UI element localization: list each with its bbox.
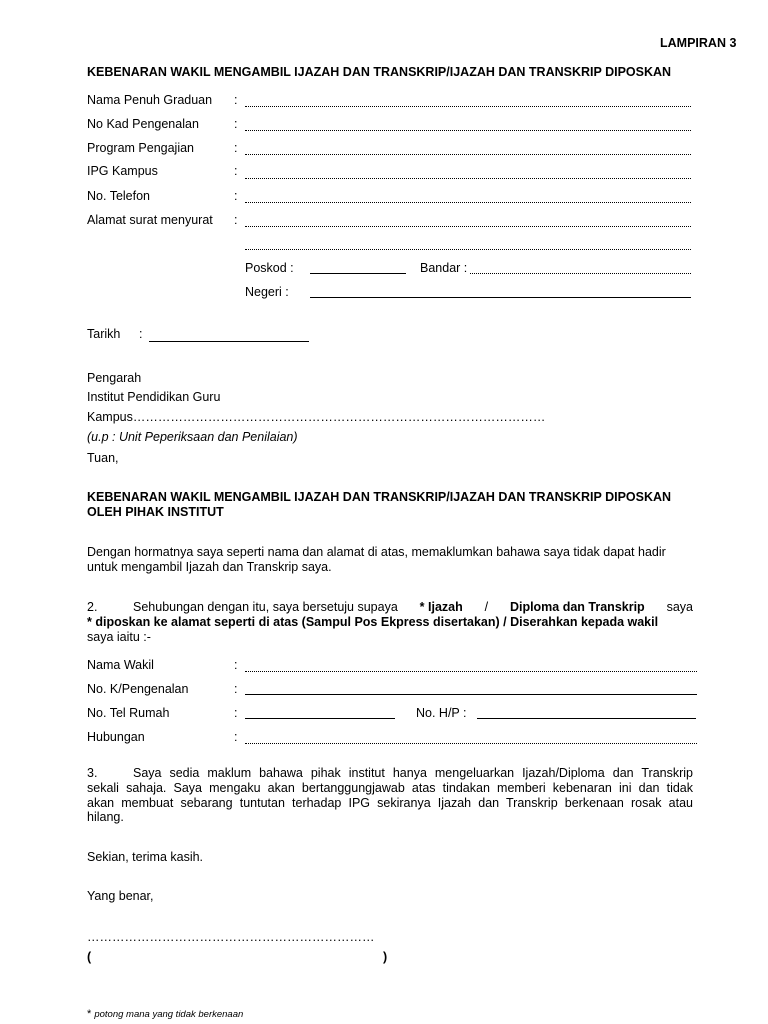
alamat-input-line-2[interactable] <box>245 249 691 250</box>
alamat-input-line-1[interactable] <box>245 226 691 227</box>
tarikh-input-line[interactable] <box>149 341 309 342</box>
wakil-hubungan-label: Hubungan <box>87 730 145 744</box>
field-label-telefon: No. Telefon <box>87 189 151 203</box>
tarikh-label: Tarikh <box>87 327 121 341</box>
colon: : <box>234 117 238 131</box>
para2-line-1 <box>133 600 693 614</box>
closing-sekian: Sekian, terima kasih. <box>87 850 204 864</box>
program-input-line[interactable] <box>245 154 691 155</box>
para2-text-b: saya <box>666 600 693 614</box>
name-paren-close: ) <box>383 950 388 964</box>
footnote-star: * <box>87 1008 92 1020</box>
para2-line-2: * diposkan ke alamat seperti di atas (Sampul Pos Ekpress disertakan) / Diserahkan kepada wakil <box>87 615 659 629</box>
lampiran-label: LAMPIRAN 3 <box>660 36 737 50</box>
colon: : <box>234 189 238 203</box>
wakil-nama-label: Nama Wakil <box>87 658 154 672</box>
para2-number: 2. <box>87 600 98 614</box>
form-title: KEBENARAN WAKIL MENGAMBIL IJAZAH DAN TRANSKRIP/IJAZAH DAN TRANSKRIP DIPOSKAN <box>87 65 672 79</box>
colon: : <box>234 93 238 107</box>
para3-line-3: akan membuat sebarang tuntutan terhadap IPG sekiranya Ijazah dan Transkrip berkenaan rosak atau <box>87 796 693 810</box>
para2-slash: / <box>484 600 489 614</box>
para2-bold-a: * Ijazah <box>419 600 463 614</box>
footnote <box>87 1008 243 1020</box>
kad-input-line[interactable] <box>245 130 691 131</box>
wakil-kp-label: No. K/Pengenalan <box>87 682 189 696</box>
field-label-kad: No Kad Pengenalan <box>87 117 199 131</box>
para1-line-2: untuk mengambil Ijazah dan Transkrip saya. <box>87 560 332 574</box>
para2-line-3: saya iaitu :- <box>87 630 151 644</box>
letter-title-line-1: KEBENARAN WAKIL MENGAMBIL IJAZAH DAN TRANSKRIP/IJAZAH DAN TRANSKRIP DIPOSKAN <box>87 490 672 504</box>
colon: : <box>234 658 238 672</box>
para3-line-1: Saya sedia maklum bahawa pihak institut hanya mengeluarkan Ijazah/Diploma dan Transkrip <box>133 766 693 780</box>
para2-bold-b: Diploma dan Transkrip <box>509 600 645 614</box>
colon: : <box>234 213 238 227</box>
ipg-input-line[interactable] <box>245 178 691 179</box>
colon: : <box>234 164 238 178</box>
negeri-label: Negeri : <box>245 285 289 299</box>
negeri-input-line[interactable] <box>310 297 691 298</box>
address-line-1: Pengarah <box>87 371 142 385</box>
poskod-label: Poskod : <box>245 261 294 275</box>
para3-line-2: sekali sahaja. Saya mengaku akan bertanggungjawab atas tindakan memberi kebenaran ini dan tidak <box>87 781 693 795</box>
address-line-3: Kampus……………………………………………………………………………………… <box>87 410 546 424</box>
bandar-input-line[interactable] <box>470 273 691 274</box>
para1-line-1: Dengan hormatnya saya seperti nama dan alamat di atas, memaklumkan bahawa saya tidak dapat hadir <box>87 545 666 559</box>
colon: : <box>139 327 143 341</box>
footnote-text: potong mana yang tidak berkenaan <box>94 1009 244 1020</box>
bandar-label: Bandar : <box>420 261 468 275</box>
colon: : <box>234 682 238 696</box>
para2-text-a: Sehubungan dengan itu, saya bersetuju supaya <box>133 600 398 614</box>
address-line-2: Institut Pendidikan Guru <box>87 390 221 404</box>
poskod-input-line[interactable] <box>310 273 406 274</box>
field-label-program: Program Pengajian <box>87 141 195 155</box>
field-label-alamat: Alamat surat menyurat <box>87 213 213 227</box>
name-paren-open: ( <box>87 950 92 964</box>
field-label-nama: Nama Penuh Graduan <box>87 93 213 107</box>
colon: : <box>234 141 238 155</box>
wakil-kp-input-line[interactable] <box>245 694 697 695</box>
para3-line-4: hilang. <box>87 810 124 824</box>
wakil-tel-label: No. Tel Rumah <box>87 706 170 720</box>
salutation: Tuan, <box>87 451 119 465</box>
wakil-hubungan-input-line[interactable] <box>245 743 697 744</box>
nama-input-line[interactable] <box>245 106 691 107</box>
para3-number: 3. <box>87 766 98 780</box>
address-line-4: (u.p : Unit Peperiksaan dan Penilaian) <box>87 430 298 444</box>
colon: : <box>234 730 238 744</box>
colon: : <box>234 706 238 720</box>
signature-line[interactable]: …………………………………………………………… <box>87 930 375 944</box>
letter-title-line-2: OLEH PIHAK INSTITUT <box>87 505 224 519</box>
wakil-nama-input-line[interactable] <box>245 671 697 672</box>
wakil-tel-input-line[interactable] <box>245 718 395 719</box>
telefon-input-line[interactable] <box>245 202 691 203</box>
closing-yang-benar: Yang benar, <box>87 889 154 903</box>
wakil-hp-input-line[interactable] <box>477 718 696 719</box>
wakil-hp-label: No. H/P : <box>416 706 467 720</box>
field-label-ipg: IPG Kampus <box>87 164 158 178</box>
